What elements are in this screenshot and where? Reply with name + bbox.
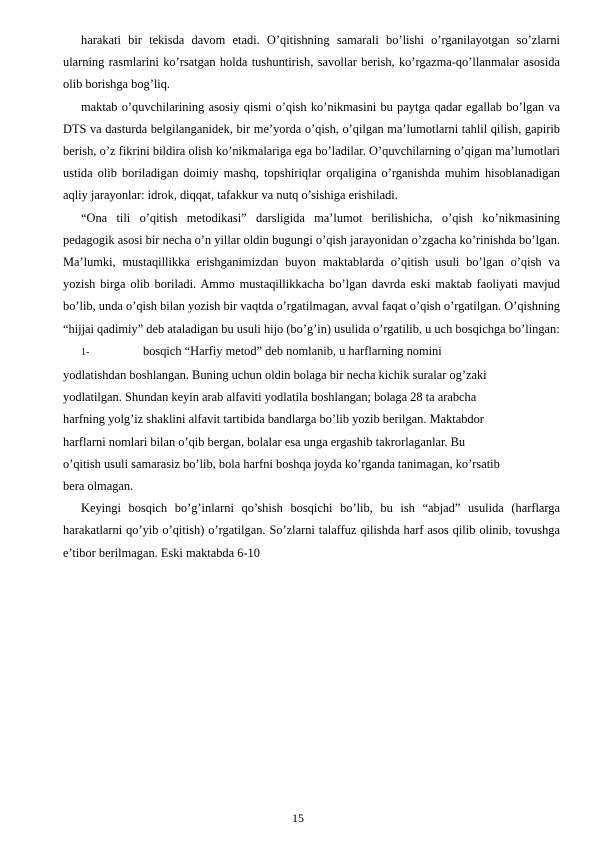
- paragraph-4: Keyingi bosqich bo’g’inlarni qo’shish bosqichi bo’lib, bu ish “abjad” usulida (harflarga harakatlarni qo’yib o’qitish) o’rgatilgan. So’zlarni talaffuz qilishda harf asos qilib olinib, tovushga e’tibor berilmagan. Eski maktabda 6-10: [63, 501, 560, 560]
- list-marker: 1-: [81, 346, 90, 358]
- page-number: 15: [292, 811, 304, 825]
- numbered-list-item: [63, 340, 560, 497]
- list-line: o’qitish usuli samarasiz bo’lib, bola harfni boshqa joyda ko’rganda tanimagan, ko’rsatib: [63, 456, 500, 471]
- document-body: [63, 29, 560, 564]
- list-line: yodlatilgan. Shundan keyin arab alfaviti yodlatila boshlangan; bolaga 28 ta arabcha: [63, 390, 477, 405]
- list-line: harfning yolg’iz shaklini alfavit tartibida bandlarga bo’lib yozib berilgan. Maktabdor: [63, 412, 484, 427]
- list-line: harflarni nomlari bilan o’qib bergan, bolalar esa unga ergashib takrorlaganlar. Bu: [63, 434, 466, 449]
- list-line-first: [63, 340, 560, 364]
- paragraph-2: maktab o’quvchilarining asosiy qismi o’qish ko’nikmasini bu paytga qadar egallab bo’lgan va DTS va dasturda belgilanganidek, bir me’yorda o’qish, o’qilgan ma’lumotlarni tahlil qilish, gapirib berish, o’z fikrini bildira olish ko’nikmalariga ega bo’ladilar. O’quvchilarning o’qigan ma’lumotlari ustida olib boriladigan doimiy mashq, topshiriqlar orqaligina o’rganishda muhim hisoblanadigan aqliy jarayonlar: idrok, diqqat, tafakkur va nutq o’sishiga erishiladi.: [63, 99, 560, 203]
- list-line: bera olmagan.: [63, 479, 134, 494]
- list-line: yodlatishdan boshlangan. Buning uchun oldin bolaga bir necha kichik suralar og’zaki: [63, 368, 487, 383]
- list-line-text: bosqich “Harfiy metod” deb nomlanib, u harflarning nomini: [143, 343, 442, 358]
- paragraph-3: “Ona tili o’qitish metodikasi” darsligida ma’lumot berilishicha, o’qish ko’nikmasining pedagogik asosi bir necha o’n yillar oldin bugungi o’qish jarayonidan o’zgacha ko’rinishda bo’lgan. Ma’lumki, mustaqillikka erishganimizdan buyon maktablarda o’qitish usuli bo’lgan o’qish va yozish birga olib boriladi. Ammo mustaqillikkacha bo’lgan davrda eski maktab faoliyati mavjud bo’lib, unda o’qish bilan yozish bir vaqtda o’rgatilmagan, avval faqat o’qish o’rgatilgan. O’qishning “hijjai qadimiy” deb ataladigan bu usuli hijo (bo’g’in) usulida o’rgatilib, u uch bosqichga bo’lingan:: [63, 210, 560, 336]
- paragraph-1: harakati bir tekisda davom etadi. O’qitishning samarali bo’lishi o’rganilayotgan so’zlarni ularning rasmlarini ko’rsatgan holda tushuntirish, savollar berish, ko’rgazma-qo’llanmalar asosida olib borishga bog’liq.: [63, 33, 560, 92]
